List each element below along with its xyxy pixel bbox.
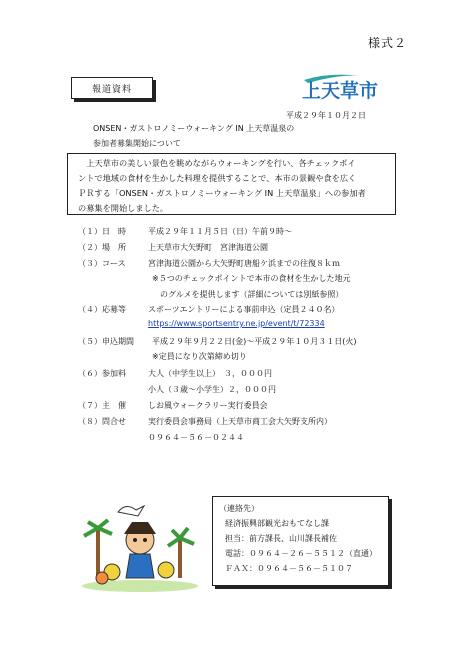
city-logo-graphic [300,70,392,102]
detail-value: のグルメを提供します（詳細については別紙参照） [152,290,344,299]
doc-title-line2: 参加者募集開始について [93,139,181,148]
detail-value: ０９６４－５６－０２４４ [148,433,244,442]
contact-fax: ＦＡＸ：０９６４－５６－５１０７ [225,564,353,573]
logo-text: 上天草市 [302,80,379,102]
detail-label: （７）主 催 [78,401,126,410]
contact-dept: 経済振興部観光おもてなし課 [225,519,329,528]
summary-box [67,153,396,215]
press-release-label [71,77,153,99]
mascot-illustration [78,498,203,593]
contact-box [212,496,389,586]
form-number: 様式２ [368,36,408,50]
press-release-text: 報道資料 [91,84,132,95]
detail-label: （３）コース [78,259,126,268]
contact-heading: （連絡先） [219,504,259,513]
release-date: 平成２９年１０月２日 [286,111,366,120]
entry-link[interactable]: https://www.sportsentry.ne.jp/event/t/72334 [148,319,325,328]
detail-label: （８）問合せ [78,417,126,426]
summary-line: の募集を開始しました。 [78,203,169,213]
detail-label: （１）日 時 [78,227,126,236]
summary-line: ントで地域の食材を生かした料理を提供することで、本市の景観や食を広く [78,173,357,183]
detail-value: 平成２９年９月２２日(金)～平成２９年１０月３１日(火) [152,337,357,346]
detail-label: （５）申込期間 [78,337,134,346]
summary-line: 上天草市の美しい景色を眺めながらウォーキングを行い、各チェックポイ [78,158,356,168]
contact-staff: 担当：前方課長、山川課長補佐 [225,534,337,543]
city-logo [300,70,392,102]
doc-title-line1: ONSEN・ガストロノミーウォーキング IN 上天草温泉の [93,124,295,133]
detail-value: ※定員になり次第締め切り [152,352,247,361]
detail-value: 小人（３歳～小学生）２，０００円 [148,385,276,394]
summary-line: ＰＲする「ONSEN・ガストロノミーウォーキング IN 上天草温泉」への参加者 [78,188,366,198]
detail-label: （６）参加料 [78,369,126,378]
detail-value: 上天草市大矢野町 宮津海道公園 [148,243,268,252]
detail-value: 大人（中学生以上） ３，０００円 [148,369,272,378]
detail-value: ※５つのチェックポイントで本市の食材を生かした地元 [152,274,351,283]
detail-value: 平成２９年１１月５日（日）午前９時～ [148,227,292,236]
mascot-icon [78,498,203,593]
contact-tel: 電話：０９６４－２６－５５１２（直通） [225,549,377,558]
detail-value: 宮津海道公園から大矢野町唐船ケ浜までの往復８ｋｍ [148,259,340,268]
detail-value: 実行委員会事務局（上天草市商工会大矢野支所内） [148,417,332,426]
detail-value: しお風ウォークラリー実行委員会 [148,401,268,410]
detail-label: （４）応募等 [78,305,126,314]
detail-label: （２）場 所 [78,243,126,252]
detail-value: スポーツエントリーによる事前申込（定員２４０名） [148,305,340,314]
